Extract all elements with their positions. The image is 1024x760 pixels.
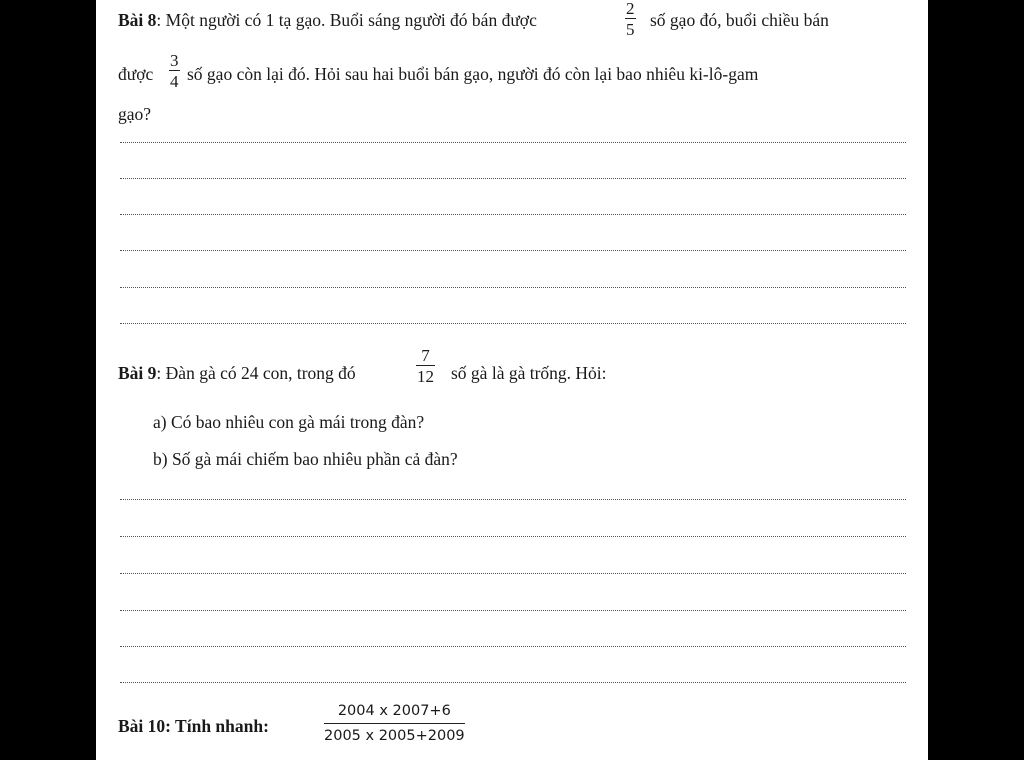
fraction-denominator: 12 bbox=[417, 367, 434, 386]
fraction-bar bbox=[324, 723, 465, 724]
bai8-fraction-1 bbox=[625, 0, 636, 38]
bai8-line1 bbox=[118, 12, 537, 30]
fraction-bar bbox=[416, 365, 435, 366]
fraction-denominator: 5 bbox=[626, 20, 635, 39]
fraction-bar bbox=[169, 70, 180, 71]
answer-line bbox=[120, 573, 906, 574]
answer-line bbox=[120, 499, 906, 500]
answer-line bbox=[120, 682, 906, 683]
answer-line bbox=[120, 536, 906, 537]
bai9-question-b: b) Số gà mái chiếm bao nhiêu phần cả đàn? bbox=[153, 449, 458, 469]
fraction-numerator: 2 bbox=[626, 0, 635, 18]
answer-line bbox=[120, 287, 906, 288]
answer-line bbox=[120, 142, 906, 143]
bai8-line1-pre: : Một người có 1 tạ gạo. Buổi sáng người đó bán được bbox=[156, 10, 537, 30]
bai8-fraction-2 bbox=[169, 52, 180, 90]
answer-line bbox=[120, 610, 906, 611]
bai10-label: Bài 10: Tính nhanh: bbox=[118, 716, 269, 736]
bai10-denominator: 2005 x 2005+2009 bbox=[324, 727, 465, 744]
bai9-question-a: a) Có bao nhiêu con gà mái trong đàn? bbox=[153, 412, 425, 432]
answer-line bbox=[120, 214, 906, 215]
bai8-line3: gạo? bbox=[118, 104, 152, 124]
bai8-label: Bài 8 bbox=[118, 10, 157, 30]
bai10-expression bbox=[324, 704, 465, 743]
fraction-numerator: 3 bbox=[170, 51, 179, 70]
bai8-line2-post: số gạo còn lại đó. Hỏi sau hai buổi bán gạo, người đó còn lại bao nhiêu ki-lô-gam bbox=[187, 64, 759, 84]
answer-line bbox=[120, 250, 906, 251]
bai10-numerator: 2004 x 2007+6 bbox=[337, 703, 451, 719]
bai9-label: Bài 9 bbox=[118, 363, 157, 383]
fraction-denominator: 4 bbox=[170, 72, 179, 91]
bai8-line2-pre: được bbox=[118, 64, 154, 84]
answer-line bbox=[120, 178, 906, 179]
fraction-bar bbox=[625, 18, 636, 19]
bai9-fraction bbox=[416, 347, 435, 385]
fraction-numerator: 7 bbox=[421, 346, 430, 365]
bai8-line1-post: số gạo đó, buổi chiều bán bbox=[650, 10, 829, 30]
answer-line bbox=[120, 646, 906, 647]
bai9-line1-pre: : Đàn gà có 24 con, trong đó bbox=[156, 363, 356, 383]
bai9-line1 bbox=[118, 365, 356, 383]
worksheet-page bbox=[96, 0, 928, 760]
answer-line bbox=[120, 323, 906, 324]
bai9-line1-post: số gà là gà trống. Hỏi: bbox=[451, 363, 607, 383]
